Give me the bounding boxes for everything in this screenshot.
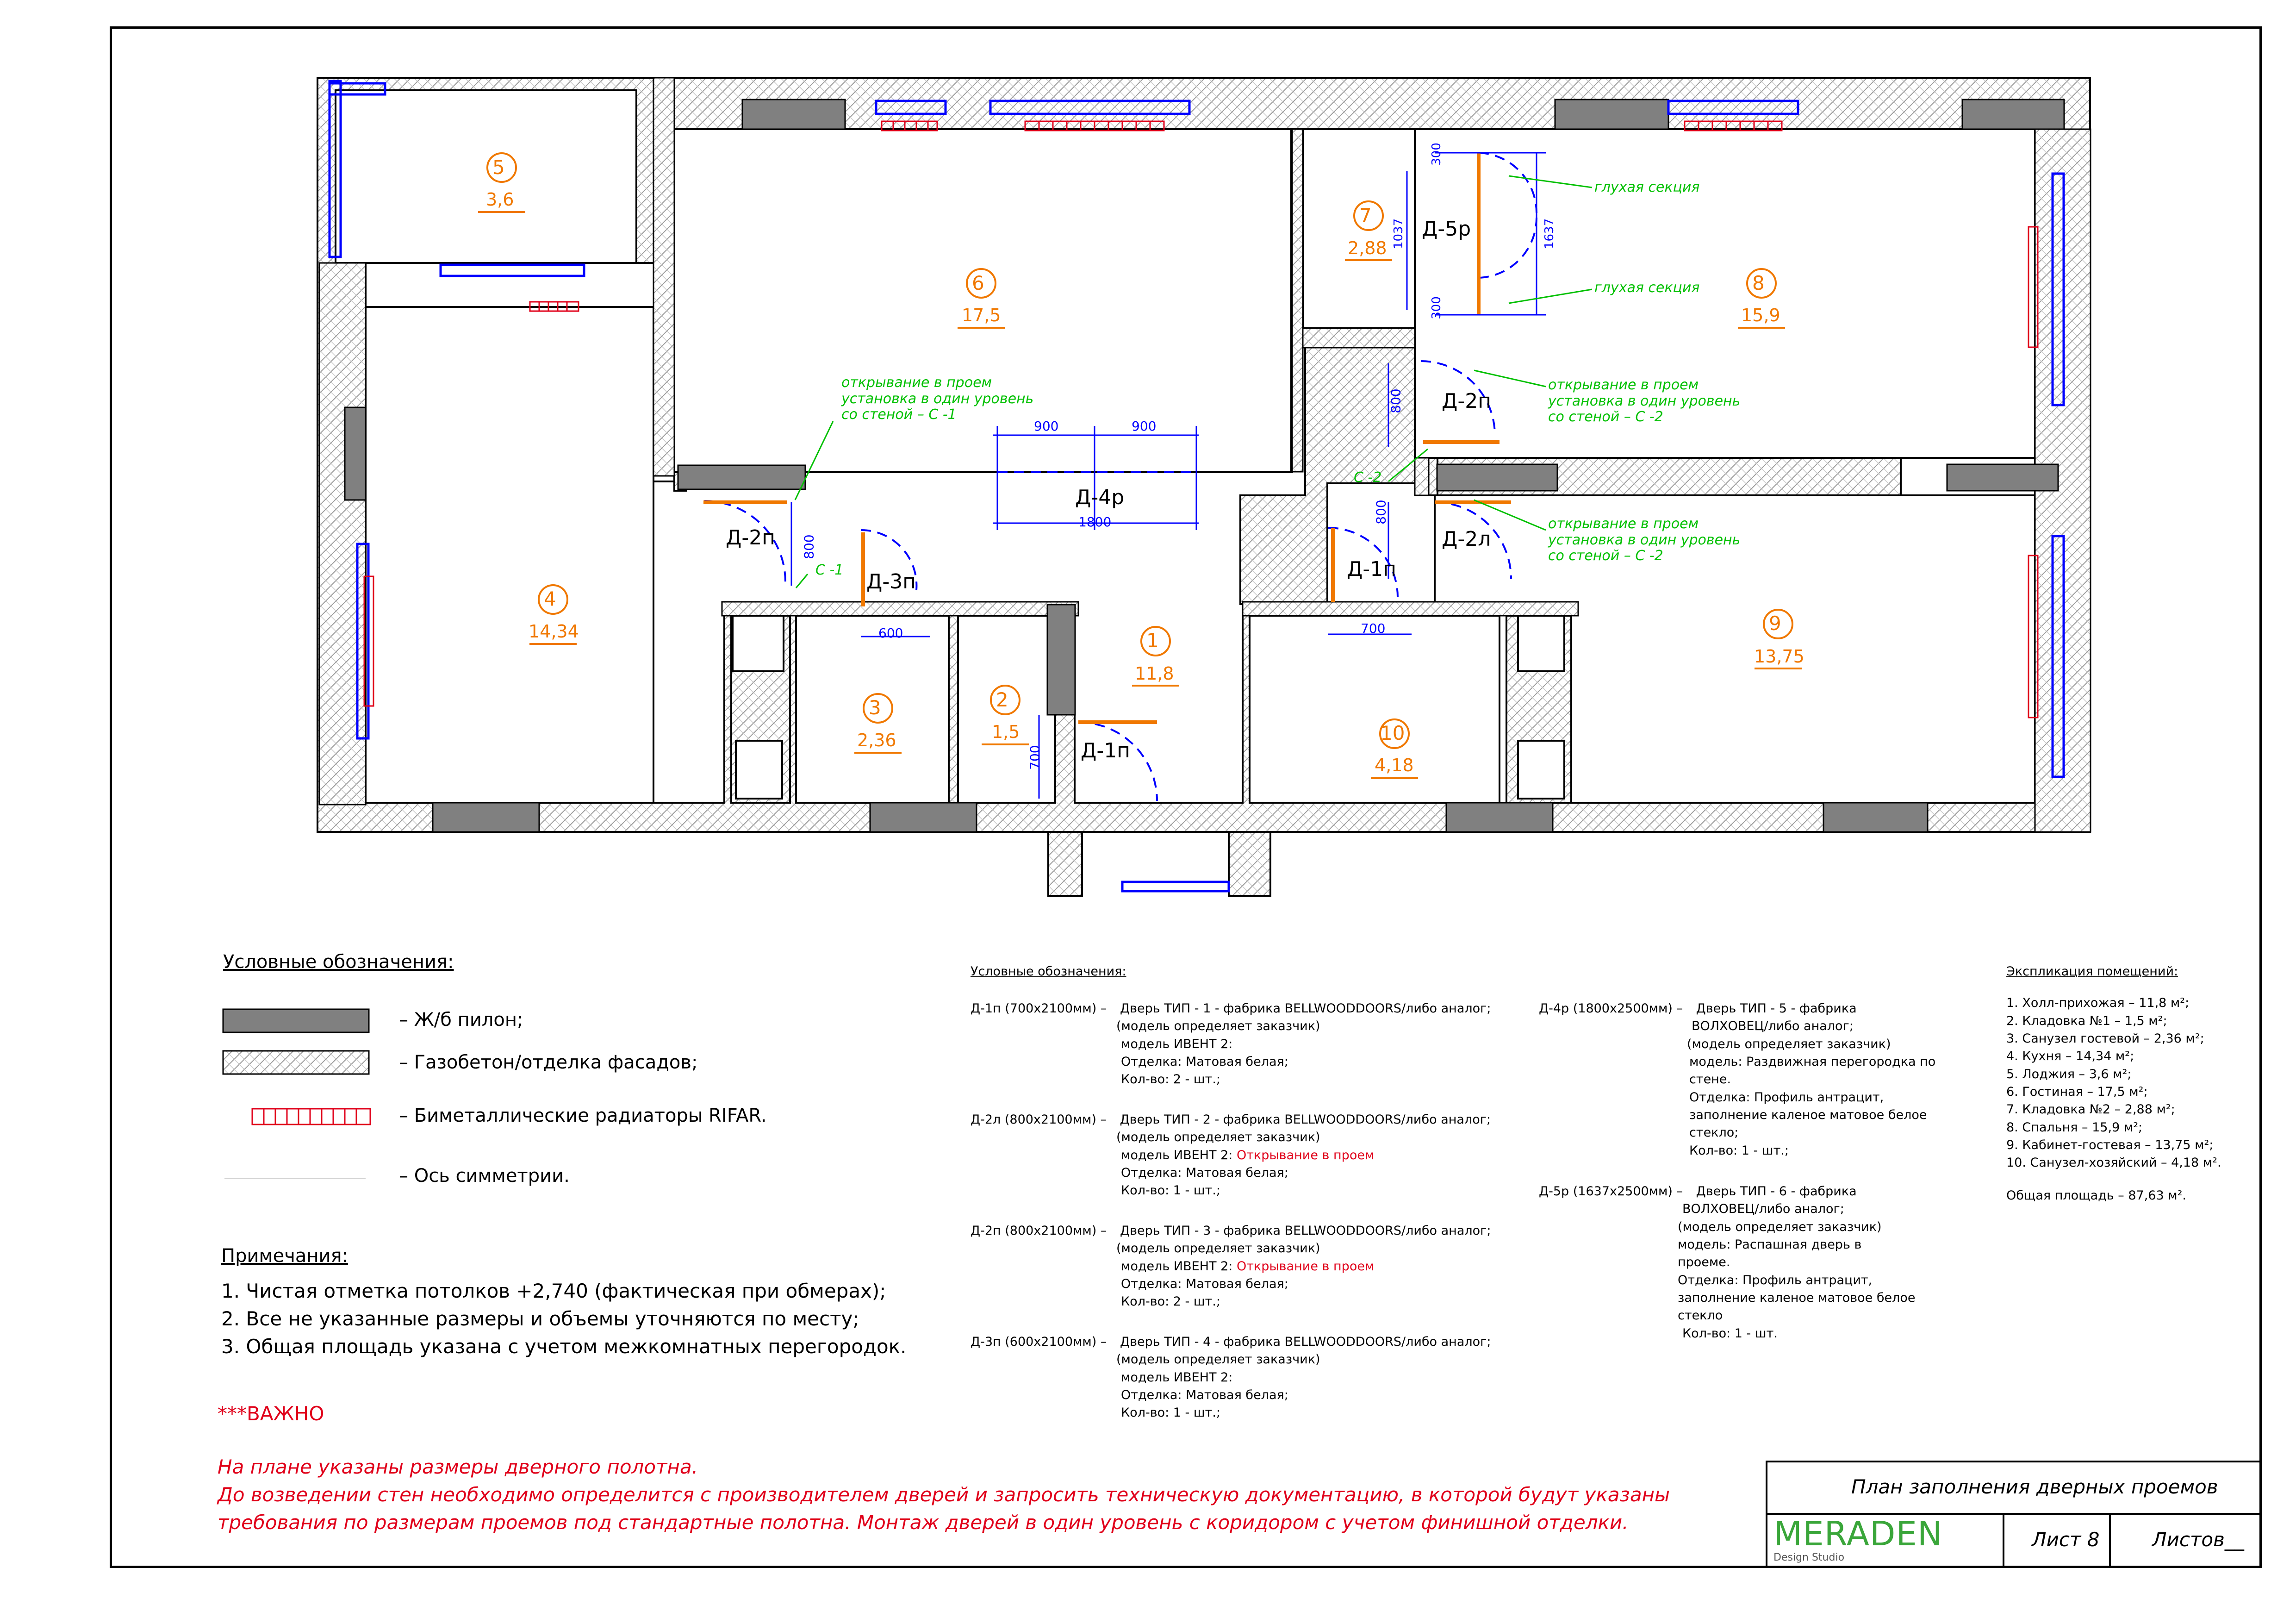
brand-logo: MERADEN (1773, 1514, 1943, 1553)
callout-line-3: со стеной – С -2 (1548, 409, 1663, 425)
spec-code: Д-1п (700x2100мм) – (971, 1001, 1107, 1016)
spec-line: стекло (1678, 1308, 1723, 1323)
legend-pylon: – Ж/б пилон; (399, 1009, 523, 1031)
dim-900-b: 900 (1132, 418, 1157, 434)
dim-600: 600 (878, 625, 903, 641)
explication-total: Общая площадь – 87,63 м². (2006, 1188, 2187, 1203)
spec-line (971, 1000, 1491, 1018)
spec-line (1121, 1258, 1491, 1275)
dim-300-bottom: 300 (1429, 296, 1444, 319)
spec-line: модель ИВЕНТ 2: (1121, 1037, 1233, 1051)
sheet-number: Лист 8 (2032, 1528, 2100, 1551)
spec-line: Кол-во: 1 - шт.; (1689, 1143, 1789, 1158)
spec-text: модель ИВЕНТ 2: (1121, 1148, 1237, 1162)
room-area-9: 13,75 (1754, 646, 1804, 667)
spec-code: Д-5р (1637x2500мм) – (1539, 1184, 1683, 1199)
callout-line-3: со стеной – С -1 (841, 406, 957, 423)
spec-line: Кол-во: 2 - шт.; (1121, 1072, 1220, 1087)
spec-line (971, 1222, 1491, 1240)
room-area-1: 11,8 (1135, 663, 1174, 684)
spec-text: модель ИВЕНТ 2: (1121, 1259, 1237, 1274)
spec-line (1121, 1147, 1491, 1164)
spec-line: Отделка: Матовая белая; (1121, 1276, 1288, 1291)
spec-line (1539, 1183, 1916, 1200)
spec-code: Д-2п (800x2100мм) – (971, 1224, 1107, 1238)
legend-swatches (223, 1009, 370, 1178)
spec-line: (модель определяет заказчик) (1116, 1241, 1320, 1256)
spec-line (1539, 1000, 1935, 1018)
callout-line-1: открывание в проем (841, 375, 992, 391)
explication-item: 3. Санузел гостевой – 2,36 м²; (2006, 1031, 2204, 1046)
spec-line: (модель определяет заказчик) (1116, 1352, 1320, 1367)
callout-line-2: установка в один уровень (841, 390, 1034, 407)
important-line-3: требования по размерам проемов под стандартные полотна. Монтаж дверей в один уровень с коридором с учетом финишной отделки. (218, 1511, 1629, 1534)
callout-c2-top-block (1548, 377, 1740, 425)
spec-text: Дверь ТИП - 4 - фабрика BELLWOODDOORS/либо аналог; (1120, 1335, 1491, 1349)
room-area-5: 3,6 (486, 189, 514, 210)
spec-text: Дверь ТИП - 1 - фабрика BELLWOODDOORS/либо аналог; (1120, 1001, 1491, 1016)
title-block-col-1 (2003, 1513, 2004, 1568)
door-spec-d2l (971, 1111, 1491, 1200)
spec-line: Отделка: Матовая белая; (1121, 1165, 1288, 1180)
callout-c2-tag: С -2 (1354, 469, 1382, 486)
explication-item: 2. Кладовка №1 – 1,5 м²; (2006, 1013, 2167, 1028)
room-area-10: 4,18 (1375, 755, 1414, 775)
important-title: ***ВАЖНО (218, 1402, 324, 1425)
spec-text: Дверь ТИП - 6 - фабрика (1696, 1184, 1857, 1199)
door-spec-d5r (1539, 1183, 1916, 1343)
room-label-6: 6 (972, 272, 984, 294)
room-area-2: 1,5 (992, 722, 1020, 742)
callout-blind-bottom: глухая секция (1594, 280, 1700, 296)
callout-line-2: установка в один уровень (1548, 393, 1741, 409)
explication-item: 4. Кухня – 14,34 м²; (2006, 1049, 2134, 1064)
spec-text: Дверь ТИП - 3 - фабрика BELLWOODDOORS/либо аналог; (1120, 1224, 1491, 1238)
spec-code: Д-2л (800x2100мм) – (971, 1112, 1107, 1127)
door-label-d3p: Д-3п (866, 570, 916, 593)
dim-300-top: 300 (1429, 143, 1444, 166)
spec-line: (модель определяет заказчик) (1116, 1130, 1320, 1145)
note-2: 2. Все не указанные размеры и объемы уточняются по месту; (221, 1307, 859, 1330)
spec-text: Дверь ТИП - 5 - фабрика (1696, 1001, 1857, 1016)
spec-line: модель ИВЕНТ 2: (1121, 1370, 1233, 1385)
spec-line: Отделка: Матовая белая; (1121, 1387, 1288, 1402)
door-spec-title: Условные обозначения: (971, 964, 1126, 979)
explication-item: 1. Холл-прихожая – 11,8 м²; (2006, 996, 2190, 1011)
explication-item: 7. Кладовка №2 – 2,88 м²; (2006, 1102, 2175, 1117)
room-area-6: 17,5 (962, 305, 1001, 325)
spec-line: Кол-во: 1 - шт.; (1121, 1405, 1220, 1420)
notes-title: Примечания: (221, 1245, 348, 1267)
spec-line: (модель определяет заказчик) (1678, 1219, 1882, 1234)
callout-c1-block (841, 375, 1033, 423)
spec-line: заполнение каленое матовое белое (1678, 1290, 1916, 1305)
spec-line: ВОЛХОВЕЦ/либо аналог; (1692, 1019, 1854, 1034)
spec-line: проеме. (1678, 1255, 1730, 1270)
dim-1800: 1800 (1078, 514, 1112, 530)
spec-line: заполнение каленое матовое белое (1689, 1107, 1927, 1122)
spec-line: ВОЛХОВЕЦ/либо аналог; (1682, 1202, 1844, 1217)
door-label-d1p-right: Д-1п (1347, 557, 1397, 581)
callout-line-1: открывание в проем (1548, 377, 1699, 393)
spec-line: модель: Раздвижная перегородка по (1689, 1054, 1936, 1069)
room-area-8: 15,9 (1741, 305, 1780, 325)
spec-line: Кол-во: 2 - шт.; (1121, 1294, 1220, 1309)
explication-item: 5. Лоджия – 3,6 м²; (2006, 1067, 2132, 1081)
spec-line (971, 1333, 1491, 1351)
note-3: 3. Общая площадь указана с учетом межкомнатных перегородок. (221, 1335, 907, 1358)
spec-line: Отделка: Профиль антрацит, (1678, 1273, 1873, 1287)
callout-line-3: со стеной – С -2 (1548, 548, 1663, 564)
dim-1037: 1037 (1392, 218, 1406, 250)
spec-red-text: Открывание в проем (1236, 1148, 1375, 1162)
door-label-d2l: Д-2л (1442, 527, 1491, 551)
door-spec-d2p (971, 1222, 1491, 1311)
dim-700-left: 700 (1027, 745, 1043, 770)
note-1: 1. Чистая отметка потолков +2,740 (фактическая при обмерах); (221, 1280, 886, 1302)
callout-c2-bottom-block (1548, 516, 1740, 564)
door-spec-d3p (971, 1333, 1491, 1422)
legend-radiators: – Биметаллические радиаторы RIFAR. (399, 1105, 767, 1126)
explication (2006, 963, 2221, 1205)
spec-code: Д-3п (600x2100мм) – (971, 1335, 1107, 1349)
door-label-d4r: Д-4р (1075, 486, 1125, 509)
room-label-3: 3 (869, 696, 881, 719)
dim-800-top: 800 (1388, 388, 1404, 413)
door-spec-d1p (971, 1000, 1491, 1089)
room-label-1: 1 (1146, 629, 1159, 652)
spec-line: Кол-во: 1 - шт. (1682, 1326, 1778, 1341)
sheet-title: План заполнения дверных проемов (1851, 1475, 2218, 1498)
callout-c1-tag: С -1 (815, 562, 844, 578)
legend-symmetry-axis: – Ось симметрии. (399, 1165, 570, 1187)
callout-line-2: установка в один уровень (1548, 531, 1741, 548)
spec-red-text: Открывание в проем (1236, 1259, 1375, 1274)
room-label-8: 8 (1752, 272, 1765, 294)
spec-line: Отделка: Профиль антрацит, (1689, 1090, 1884, 1105)
important-line-2: До возведении стен необходимо определится с производителем дверей и запросить техническую документацию, в которой будут указаны (218, 1483, 1670, 1506)
door-label-d2p-right: Д-2п (1442, 389, 1492, 413)
room-label-5: 5 (492, 156, 505, 179)
room-area-4: 14,34 (529, 621, 579, 642)
spec-line (971, 1111, 1491, 1129)
door-label-d2p-left: Д-2п (726, 526, 776, 550)
room-label-7: 7 (1359, 204, 1372, 227)
explication-item: 9. Кабинет-гостевая – 13,75 м²; (2006, 1137, 2214, 1152)
legend-gas-concrete: – Газобетон/отделка фасадов; (399, 1052, 698, 1073)
spec-line: (модель определяет заказчик) (1116, 1019, 1320, 1034)
room-area-7: 2,88 (1348, 238, 1387, 258)
explication-item: 8. Спальня – 15,9 м²; (2006, 1120, 2143, 1135)
important-line-1: На плане указаны размеры дверного полотна. (218, 1455, 698, 1478)
title-block-col-2 (2109, 1513, 2111, 1568)
spec-line: Отделка: Матовая белая; (1121, 1054, 1288, 1069)
room-label-9: 9 (1769, 612, 1781, 635)
legend-title: Условные обозначения: (223, 951, 454, 973)
explication-item: 6. Гостиная – 17,5 м²; (2006, 1084, 2148, 1099)
spec-line: стекло; (1689, 1125, 1739, 1140)
explication-item: 10. Санузел-хозяйский – 4,18 м². (2006, 1156, 2221, 1170)
room-label-4: 4 (544, 587, 556, 610)
dim-900-a: 900 (1034, 418, 1059, 434)
room-label-10: 10 (1380, 722, 1405, 744)
dim-1637: 1637 (1543, 218, 1557, 250)
door-label-d5r: Д-5р (1422, 217, 1471, 241)
dim-700-right: 700 (1361, 621, 1386, 636)
room-label-2: 2 (996, 688, 1008, 711)
dim-800-left: 800 (801, 534, 817, 559)
callout-line-1: открывание в проем (1548, 516, 1699, 532)
spec-line: Кол-во: 1 - шт.; (1121, 1183, 1220, 1198)
door-spec-d4r (1539, 1000, 1935, 1160)
spec-text: Дверь ТИП - 2 - фабрика BELLWOODDOORS/либо аналог; (1120, 1112, 1491, 1127)
sheets-total: Листов__ (2152, 1528, 2244, 1551)
spec-line: стене. (1689, 1072, 1731, 1087)
door-label-d1p-left: Д-1п (1081, 739, 1131, 762)
spec-line: (модель определяет заказчик) (1687, 1037, 1891, 1051)
callout-blind-top: глухая секция (1594, 179, 1700, 195)
dim-800-mid: 800 (1373, 500, 1389, 525)
room-area-3: 2,36 (857, 730, 896, 750)
spec-line: модель: Распашная дверь в (1678, 1237, 1862, 1252)
explication-title: Экспликация помещений: (2006, 964, 2178, 979)
spec-code: Д-4р (1800x2500мм) – (1539, 1001, 1683, 1016)
brand-subtitle: Design Studio (1773, 1552, 1845, 1563)
